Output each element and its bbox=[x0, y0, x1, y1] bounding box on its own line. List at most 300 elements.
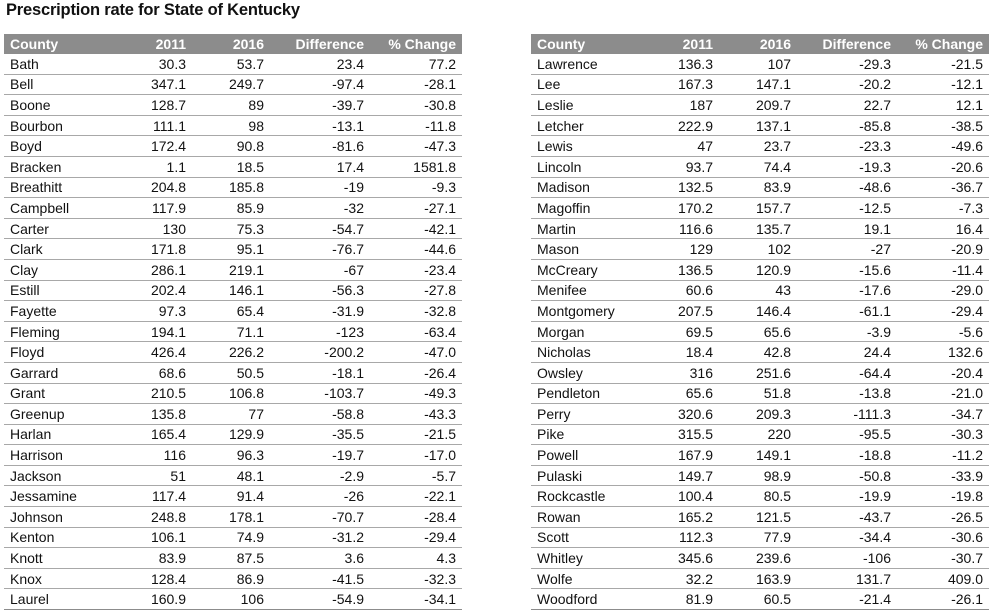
cell-county: Martin bbox=[531, 218, 659, 239]
cell-year-2011: 426.4 bbox=[132, 342, 192, 363]
cell-year-2016: 65.6 bbox=[719, 321, 797, 342]
cell-difference: -123 bbox=[270, 321, 370, 342]
cell-year-2011: 194.1 bbox=[132, 321, 192, 342]
table-row bbox=[4, 527, 462, 548]
cell-difference: 131.7 bbox=[797, 568, 897, 589]
cell-year-2016: 146.4 bbox=[719, 301, 797, 322]
cell-percent-change: -43.3 bbox=[370, 404, 462, 425]
column-header-percent-change: % Change bbox=[897, 34, 989, 54]
cell-year-2016: 98.9 bbox=[719, 465, 797, 486]
table-row bbox=[4, 259, 462, 280]
cell-difference: -12.5 bbox=[797, 198, 897, 219]
table-row bbox=[531, 424, 989, 445]
cell-year-2016: 163.9 bbox=[719, 568, 797, 589]
cell-year-2016: 48.1 bbox=[192, 465, 270, 486]
table-row bbox=[531, 136, 989, 157]
table-row bbox=[531, 568, 989, 589]
cell-percent-change: -21.5 bbox=[897, 54, 989, 74]
cell-difference: -13.1 bbox=[270, 115, 370, 136]
cell-percent-change: -7.3 bbox=[897, 198, 989, 219]
cell-county: Knott bbox=[4, 548, 132, 569]
cell-county: Laurel bbox=[4, 589, 132, 610]
cell-year-2011: 97.3 bbox=[132, 301, 192, 322]
cell-year-2011: 129 bbox=[659, 239, 719, 260]
cell-difference: 3.6 bbox=[270, 548, 370, 569]
cell-year-2016: 129.9 bbox=[192, 424, 270, 445]
column-header-year-2016: 2016 bbox=[719, 34, 797, 54]
cell-year-2016: 137.1 bbox=[719, 115, 797, 136]
column-header-difference: Difference bbox=[270, 34, 370, 54]
column-header-year-2011: 2011 bbox=[132, 34, 192, 54]
column-header-county: County bbox=[4, 34, 132, 54]
cell-county: Lewis bbox=[531, 136, 659, 157]
cell-year-2016: 23.7 bbox=[719, 136, 797, 157]
cell-year-2011: 222.9 bbox=[659, 115, 719, 136]
cell-year-2011: 171.8 bbox=[132, 239, 192, 260]
cell-year-2011: 345.6 bbox=[659, 548, 719, 569]
cell-difference: -200.2 bbox=[270, 342, 370, 363]
cell-county: Bath bbox=[4, 54, 132, 74]
cell-year-2011: 165.4 bbox=[132, 424, 192, 445]
table-row bbox=[4, 321, 462, 342]
cell-percent-change: 12.1 bbox=[897, 95, 989, 116]
cell-county: Clark bbox=[4, 239, 132, 260]
cell-year-2011: 347.1 bbox=[132, 74, 192, 95]
cell-year-2011: 60.6 bbox=[659, 280, 719, 301]
cell-year-2011: 170.2 bbox=[659, 198, 719, 219]
cell-year-2016: 90.8 bbox=[192, 136, 270, 157]
cell-county: Mason bbox=[531, 239, 659, 260]
cell-county: Owsley bbox=[531, 362, 659, 383]
cell-county: Carter bbox=[4, 218, 132, 239]
prescription-table-right bbox=[531, 34, 989, 610]
cell-year-2011: 68.6 bbox=[132, 362, 192, 383]
table-row bbox=[531, 589, 989, 610]
cell-county: Lincoln bbox=[531, 156, 659, 177]
cell-year-2011: 316 bbox=[659, 362, 719, 383]
cell-year-2016: 102 bbox=[719, 239, 797, 260]
cell-percent-change: -12.1 bbox=[897, 74, 989, 95]
cell-difference: -97.4 bbox=[270, 74, 370, 95]
cell-difference: -106 bbox=[797, 548, 897, 569]
cell-county: Boyd bbox=[4, 136, 132, 157]
cell-difference: -23.3 bbox=[797, 136, 897, 157]
cell-difference: -95.5 bbox=[797, 424, 897, 445]
cell-percent-change: -36.7 bbox=[897, 177, 989, 198]
table-row bbox=[4, 218, 462, 239]
cell-percent-change: -30.7 bbox=[897, 548, 989, 569]
cell-county: Powell bbox=[531, 445, 659, 466]
cell-percent-change: -28.4 bbox=[370, 507, 462, 528]
cell-year-2016: 98 bbox=[192, 115, 270, 136]
cell-county: Letcher bbox=[531, 115, 659, 136]
table-row bbox=[4, 136, 462, 157]
cell-difference: -35.5 bbox=[270, 424, 370, 445]
cell-county: Pendleton bbox=[531, 383, 659, 404]
table-row bbox=[531, 465, 989, 486]
cell-difference: -41.5 bbox=[270, 568, 370, 589]
cell-year-2011: 51 bbox=[132, 465, 192, 486]
prescription-table-left bbox=[4, 34, 462, 610]
cell-year-2016: 77.9 bbox=[719, 527, 797, 548]
cell-year-2011: 18.4 bbox=[659, 342, 719, 363]
cell-county: Pulaski bbox=[531, 465, 659, 486]
table-row bbox=[4, 445, 462, 466]
cell-year-2016: 53.7 bbox=[192, 54, 270, 74]
cell-percent-change: -44.6 bbox=[370, 239, 462, 260]
cell-percent-change: -30.6 bbox=[897, 527, 989, 548]
cell-year-2011: 130 bbox=[132, 218, 192, 239]
cell-county: Fleming bbox=[4, 321, 132, 342]
cell-percent-change: -29.0 bbox=[897, 280, 989, 301]
cell-county: Nicholas bbox=[531, 342, 659, 363]
cell-year-2016: 75.3 bbox=[192, 218, 270, 239]
cell-percent-change: -11.8 bbox=[370, 115, 462, 136]
cell-year-2016: 106.8 bbox=[192, 383, 270, 404]
cell-year-2011: 128.7 bbox=[132, 95, 192, 116]
cell-county: Campbell bbox=[4, 198, 132, 219]
cell-year-2011: 210.5 bbox=[132, 383, 192, 404]
table-row bbox=[4, 198, 462, 219]
cell-year-2011: 111.1 bbox=[132, 115, 192, 136]
cell-year-2011: 83.9 bbox=[132, 548, 192, 569]
cell-difference: -39.7 bbox=[270, 95, 370, 116]
cell-year-2016: 121.5 bbox=[719, 507, 797, 528]
table-row bbox=[531, 383, 989, 404]
table-row bbox=[531, 507, 989, 528]
table-row bbox=[531, 239, 989, 260]
cell-difference: -76.7 bbox=[270, 239, 370, 260]
cell-year-2011: 117.4 bbox=[132, 486, 192, 507]
cell-percent-change: -28.1 bbox=[370, 74, 462, 95]
page-title: Prescription rate for State of Kentucky bbox=[6, 1, 300, 19]
cell-percent-change: -29.4 bbox=[897, 301, 989, 322]
cell-year-2011: 187 bbox=[659, 95, 719, 116]
cell-county: Leslie bbox=[531, 95, 659, 116]
cell-percent-change: -49.6 bbox=[897, 136, 989, 157]
cell-year-2016: 86.9 bbox=[192, 568, 270, 589]
cell-difference: -70.7 bbox=[270, 507, 370, 528]
cell-percent-change: -21.5 bbox=[370, 424, 462, 445]
cell-county: Woodford bbox=[531, 589, 659, 610]
cell-percent-change: -23.4 bbox=[370, 259, 462, 280]
cell-difference: -31.9 bbox=[270, 301, 370, 322]
cell-county: Fayette bbox=[4, 301, 132, 322]
table-row bbox=[4, 301, 462, 322]
cell-percent-change: -26.4 bbox=[370, 362, 462, 383]
cell-year-2016: 219.1 bbox=[192, 259, 270, 280]
cell-difference: -34.4 bbox=[797, 527, 897, 548]
table-row bbox=[531, 198, 989, 219]
table-row bbox=[531, 218, 989, 239]
cell-year-2016: 120.9 bbox=[719, 259, 797, 280]
cell-year-2011: 65.6 bbox=[659, 383, 719, 404]
cell-county: Bourbon bbox=[4, 115, 132, 136]
table-row bbox=[4, 507, 462, 528]
cell-year-2011: 136.5 bbox=[659, 259, 719, 280]
cell-year-2016: 95.1 bbox=[192, 239, 270, 260]
cell-difference: -50.8 bbox=[797, 465, 897, 486]
cell-county: Perry bbox=[531, 404, 659, 425]
table-row bbox=[531, 301, 989, 322]
column-header-county: County bbox=[531, 34, 659, 54]
cell-year-2011: 106.1 bbox=[132, 527, 192, 548]
column-header-difference: Difference bbox=[797, 34, 897, 54]
cell-year-2011: 100.4 bbox=[659, 486, 719, 507]
cell-difference: -18.8 bbox=[797, 445, 897, 466]
cell-year-2016: 106 bbox=[192, 589, 270, 610]
cell-year-2011: 135.8 bbox=[132, 404, 192, 425]
cell-county: Jessamine bbox=[4, 486, 132, 507]
cell-percent-change: -19.8 bbox=[897, 486, 989, 507]
cell-year-2011: 132.5 bbox=[659, 177, 719, 198]
table-row bbox=[4, 54, 462, 74]
cell-year-2011: 248.8 bbox=[132, 507, 192, 528]
cell-percent-change: -21.0 bbox=[897, 383, 989, 404]
cell-year-2011: 93.7 bbox=[659, 156, 719, 177]
cell-difference: -29.3 bbox=[797, 54, 897, 74]
cell-difference: -2.9 bbox=[270, 465, 370, 486]
cell-percent-change: -22.1 bbox=[370, 486, 462, 507]
cell-year-2016: 185.8 bbox=[192, 177, 270, 198]
cell-county: Scott bbox=[531, 527, 659, 548]
cell-percent-change: -11.4 bbox=[897, 259, 989, 280]
cell-county: Morgan bbox=[531, 321, 659, 342]
cell-year-2016: 74.4 bbox=[719, 156, 797, 177]
cell-difference: -54.7 bbox=[270, 218, 370, 239]
cell-percent-change: -34.7 bbox=[897, 404, 989, 425]
cell-difference: 22.7 bbox=[797, 95, 897, 116]
cell-difference: -31.2 bbox=[270, 527, 370, 548]
table-row bbox=[4, 115, 462, 136]
cell-county: Magoffin bbox=[531, 198, 659, 219]
cell-difference: -64.4 bbox=[797, 362, 897, 383]
cell-percent-change: -27.8 bbox=[370, 280, 462, 301]
cell-county: McCreary bbox=[531, 259, 659, 280]
cell-year-2011: 315.5 bbox=[659, 424, 719, 445]
column-header-year-2016: 2016 bbox=[192, 34, 270, 54]
cell-year-2011: 112.3 bbox=[659, 527, 719, 548]
table-row bbox=[531, 74, 989, 95]
cell-percent-change: -9.3 bbox=[370, 177, 462, 198]
cell-county: Floyd bbox=[4, 342, 132, 363]
cell-percent-change: -47.3 bbox=[370, 136, 462, 157]
cell-percent-change: -26.1 bbox=[897, 589, 989, 610]
cell-year-2011: 165.2 bbox=[659, 507, 719, 528]
cell-difference: -3.9 bbox=[797, 321, 897, 342]
cell-percent-change: -38.5 bbox=[897, 115, 989, 136]
cell-year-2016: 87.5 bbox=[192, 548, 270, 569]
cell-county: Lawrence bbox=[531, 54, 659, 74]
cell-year-2016: 89 bbox=[192, 95, 270, 116]
table-row bbox=[531, 95, 989, 116]
table-header-row bbox=[531, 34, 989, 54]
table-row bbox=[4, 383, 462, 404]
cell-year-2016: 50.5 bbox=[192, 362, 270, 383]
cell-percent-change: -11.2 bbox=[897, 445, 989, 466]
cell-year-2016: 157.7 bbox=[719, 198, 797, 219]
cell-year-2011: 286.1 bbox=[132, 259, 192, 280]
cell-year-2011: 116.6 bbox=[659, 218, 719, 239]
cell-county: Harlan bbox=[4, 424, 132, 445]
cell-year-2011: 204.8 bbox=[132, 177, 192, 198]
cell-difference: -13.8 bbox=[797, 383, 897, 404]
cell-year-2011: 172.4 bbox=[132, 136, 192, 157]
cell-county: Montgomery bbox=[531, 301, 659, 322]
cell-year-2011: 47 bbox=[659, 136, 719, 157]
cell-percent-change: -32.3 bbox=[370, 568, 462, 589]
cell-percent-change: -5.7 bbox=[370, 465, 462, 486]
cell-percent-change: -47.0 bbox=[370, 342, 462, 363]
cell-difference: -19.7 bbox=[270, 445, 370, 466]
table-row bbox=[4, 486, 462, 507]
cell-percent-change: -42.1 bbox=[370, 218, 462, 239]
cell-difference: -21.4 bbox=[797, 589, 897, 610]
cell-difference: -48.6 bbox=[797, 177, 897, 198]
table-row bbox=[531, 321, 989, 342]
cell-county: Kenton bbox=[4, 527, 132, 548]
table-row bbox=[4, 95, 462, 116]
cell-difference: -26 bbox=[270, 486, 370, 507]
table-row bbox=[531, 115, 989, 136]
cell-year-2016: 60.5 bbox=[719, 589, 797, 610]
cell-year-2016: 96.3 bbox=[192, 445, 270, 466]
cell-year-2011: 128.4 bbox=[132, 568, 192, 589]
cell-difference: 19.1 bbox=[797, 218, 897, 239]
cell-county: Menifee bbox=[531, 280, 659, 301]
table-row bbox=[4, 239, 462, 260]
table-row bbox=[531, 548, 989, 569]
table-row bbox=[531, 404, 989, 425]
cell-difference: -85.8 bbox=[797, 115, 897, 136]
cell-county: Greenup bbox=[4, 404, 132, 425]
cell-percent-change: -30.3 bbox=[897, 424, 989, 445]
cell-percent-change: -20.9 bbox=[897, 239, 989, 260]
table-row bbox=[4, 404, 462, 425]
cell-county: Wolfe bbox=[531, 568, 659, 589]
cell-percent-change: -20.6 bbox=[897, 156, 989, 177]
cell-year-2016: 91.4 bbox=[192, 486, 270, 507]
cell-year-2011: 320.6 bbox=[659, 404, 719, 425]
table-row bbox=[4, 342, 462, 363]
cell-year-2011: 81.9 bbox=[659, 589, 719, 610]
cell-year-2011: 69.5 bbox=[659, 321, 719, 342]
cell-percent-change: -5.6 bbox=[897, 321, 989, 342]
cell-year-2011: 149.7 bbox=[659, 465, 719, 486]
cell-difference: -17.6 bbox=[797, 280, 897, 301]
cell-percent-change: 1581.8 bbox=[370, 156, 462, 177]
table-row bbox=[531, 156, 989, 177]
cell-year-2011: 117.9 bbox=[132, 198, 192, 219]
cell-percent-change: -17.0 bbox=[370, 445, 462, 466]
cell-difference: -61.1 bbox=[797, 301, 897, 322]
cell-year-2016: 149.1 bbox=[719, 445, 797, 466]
cell-year-2016: 107 bbox=[719, 54, 797, 74]
cell-difference: -111.3 bbox=[797, 404, 897, 425]
cell-difference: -19 bbox=[270, 177, 370, 198]
cell-percent-change: 16.4 bbox=[897, 218, 989, 239]
cell-year-2016: 42.8 bbox=[719, 342, 797, 363]
cell-difference: 23.4 bbox=[270, 54, 370, 74]
cell-year-2016: 51.8 bbox=[719, 383, 797, 404]
cell-difference: -27 bbox=[797, 239, 897, 260]
cell-year-2016: 83.9 bbox=[719, 177, 797, 198]
cell-year-2016: 220 bbox=[719, 424, 797, 445]
cell-year-2011: 202.4 bbox=[132, 280, 192, 301]
table-row bbox=[4, 280, 462, 301]
table-row bbox=[531, 445, 989, 466]
table-header-row bbox=[4, 34, 462, 54]
cell-county: Garrard bbox=[4, 362, 132, 383]
table-row bbox=[4, 424, 462, 445]
cell-percent-change: -49.3 bbox=[370, 383, 462, 404]
table-row bbox=[4, 589, 462, 610]
table-row bbox=[531, 527, 989, 548]
cell-percent-change: -63.4 bbox=[370, 321, 462, 342]
cell-difference: -67 bbox=[270, 259, 370, 280]
cell-year-2016: 251.6 bbox=[719, 362, 797, 383]
cell-county: Estill bbox=[4, 280, 132, 301]
cell-difference: -15.6 bbox=[797, 259, 897, 280]
cell-year-2016: 65.4 bbox=[192, 301, 270, 322]
cell-difference: -43.7 bbox=[797, 507, 897, 528]
cell-year-2016: 80.5 bbox=[719, 486, 797, 507]
cell-year-2011: 167.3 bbox=[659, 74, 719, 95]
table-row bbox=[4, 465, 462, 486]
cell-county: Jackson bbox=[4, 465, 132, 486]
cell-county: Grant bbox=[4, 383, 132, 404]
cell-difference: -103.7 bbox=[270, 383, 370, 404]
table-row bbox=[4, 568, 462, 589]
cell-percent-change: -26.5 bbox=[897, 507, 989, 528]
cell-percent-change: 77.2 bbox=[370, 54, 462, 74]
cell-percent-change: -32.8 bbox=[370, 301, 462, 322]
cell-year-2016: 249.7 bbox=[192, 74, 270, 95]
cell-percent-change: -30.8 bbox=[370, 95, 462, 116]
cell-year-2011: 116 bbox=[132, 445, 192, 466]
cell-year-2016: 77 bbox=[192, 404, 270, 425]
table-row bbox=[531, 362, 989, 383]
cell-year-2016: 239.6 bbox=[719, 548, 797, 569]
cell-year-2016: 135.7 bbox=[719, 218, 797, 239]
table-row bbox=[531, 486, 989, 507]
cell-difference: -54.9 bbox=[270, 589, 370, 610]
cell-county: Bell bbox=[4, 74, 132, 95]
cell-percent-change: -34.1 bbox=[370, 589, 462, 610]
cell-percent-change: -27.1 bbox=[370, 198, 462, 219]
cell-year-2016: 178.1 bbox=[192, 507, 270, 528]
cell-difference: -20.2 bbox=[797, 74, 897, 95]
cell-year-2016: 85.9 bbox=[192, 198, 270, 219]
cell-percent-change: -33.9 bbox=[897, 465, 989, 486]
cell-year-2011: 207.5 bbox=[659, 301, 719, 322]
table-row bbox=[531, 280, 989, 301]
cell-year-2016: 209.7 bbox=[719, 95, 797, 116]
table-row bbox=[531, 177, 989, 198]
cell-percent-change: -29.4 bbox=[370, 527, 462, 548]
cell-year-2011: 160.9 bbox=[132, 589, 192, 610]
cell-year-2016: 146.1 bbox=[192, 280, 270, 301]
cell-percent-change: -20.4 bbox=[897, 362, 989, 383]
table-row bbox=[531, 54, 989, 74]
cell-difference: -58.8 bbox=[270, 404, 370, 425]
cell-difference: -18.1 bbox=[270, 362, 370, 383]
cell-county: Harrison bbox=[4, 445, 132, 466]
cell-difference: -56.3 bbox=[270, 280, 370, 301]
table-row bbox=[531, 342, 989, 363]
cell-difference: -32 bbox=[270, 198, 370, 219]
cell-year-2016: 209.3 bbox=[719, 404, 797, 425]
